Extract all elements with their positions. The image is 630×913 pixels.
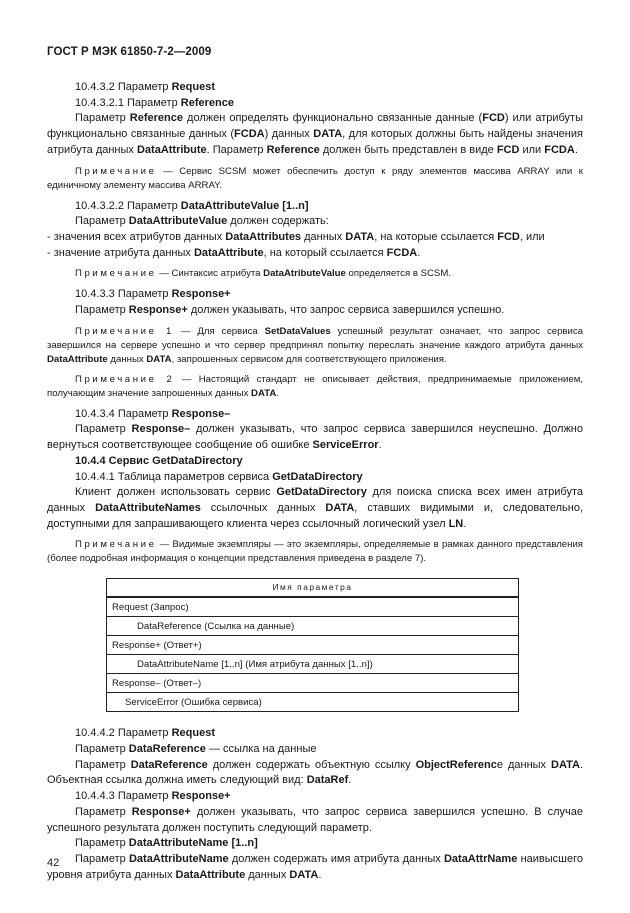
table-cell: Response+ (Ответ+)	[107, 636, 519, 655]
note-syntax: Примечание — Синтаксис атрибута DataAtributeValue определяется в SCSM.	[75, 268, 451, 280]
section-10-4-3-4: 10.4.3.4 Параметр Response–	[75, 407, 231, 420]
table-cell: Response– (Ответ–)	[107, 674, 519, 693]
paragraph-object-reference: Параметр DataReference должен содержать объектную ссылку ObjectReferencе данных DATA. Объектная ссылка должна иметь следующий вид: DataRef.	[47, 758, 584, 787]
paragraph-response-plus-success: Параметр Response+ должен указывать, что запрос сервиса завершился успешно. В случае успешного результата должен поступить следующий параметр.	[47, 805, 583, 834]
page-number: 42	[47, 857, 60, 869]
note-set-data-values: Примечание 1 — Для сервиса SetDataValues успешный результат означает, что запрос сервиса завершился на сервере успешно и что сервер предпринял попытку переслать значение каждого атрибута данных DataAttribute данных DATA, запрошенных сервисом для соответствующего приложения.	[47, 325, 584, 365]
paragraph-data-reference: Параметр DataReference — ссылка на данные	[75, 743, 317, 756]
list-item: - значения всех атрибутов данных DataAttributes данных DATA, на которые ссылается FCD, или	[47, 230, 545, 243]
paragraph-data-attribute-name: Параметр DataAttributeName должен содержать имя атрибута данных DataAttrName наивысшего уровня атрибута данных DataAttribute данных DATA.	[47, 852, 583, 881]
paragraph-reference: Параметр Reference должен определять функционально связанные данные (FCD) или атрибуты функционально связанные данных (FCDA) данных DATA, для которых должны быть найдены значения атрибута данных DataAttribute. Параметр Reference должен быть представлен в виде FCD или FCDA.	[47, 112, 583, 156]
table-row	[107, 617, 519, 636]
paragraph-response-plus: Параметр Response+ должен указывать, что запрос сервиса завершился успешно.	[75, 304, 505, 317]
section-10-4-4-2: 10.4.4.2 Параметр Request	[75, 727, 216, 740]
paragraph-response-minus: Параметр Response– должен указывать, что запрос сервиса завершился неуспешно. Должно вернуться соответствующее сообщение об ошибке ServiceError.	[47, 423, 584, 452]
table-cell: Request (Запрос)	[107, 597, 519, 617]
table-row	[107, 655, 519, 674]
paragraph-data-attribute-value: Параметр DataAttributeValue должен содержать:	[75, 215, 329, 228]
note-visible-instances: Примечание — Видимые экземпляры — это экземпляры, определяемые в рамках данного представления (более подробная информация о концепции представления приведена в разделе 7).	[47, 539, 583, 565]
table-cell: DataReference (Ссылка на данные)	[107, 617, 519, 636]
section-10-4-4: 10.4.4 Сервис GetDataDirectory	[75, 454, 243, 467]
section-10-4-3-2-1: 10.4.3.2.1 Параметр Reference	[75, 96, 234, 109]
section-10-4-4-1: 10.4.4.1 Таблица параметров сервиса GetDataDirectory	[75, 470, 363, 483]
note-array: Примечание — Сервис SCSM может обеспечить доступ к ряду элементов массива ARRAY или к единичному элементу массива ARRAY.	[47, 165, 583, 191]
table-row	[107, 597, 519, 617]
table-cell: DataAttributeName [1..n] (Имя атрибута данных [1..n])	[107, 655, 519, 674]
section-10-4-3-2: 10.4.3.2 Параметр Request	[75, 81, 216, 93]
table-header-cell: Имя параметра	[107, 579, 519, 598]
section-10-4-3-3: 10.4.3.3 Параметр Response+	[75, 288, 231, 301]
document-header: ГОСТ Р МЭК 61850-7-2—2009	[47, 46, 212, 58]
table-row	[107, 693, 519, 712]
table-row	[107, 674, 519, 693]
paragraph-get-data-directory: Клиент должен использовать сервис GetDataDirectory для поиска списка всех имен атрибута данных DataAttributeNames ссылочных данных DATA, ставших видимыми и, следовательно, доступными для запрашивающего клиента через ссылочный логический узел LN.	[47, 486, 584, 530]
list-item: - значение атрибута данных DataAttribute, на который ссылается FCDA.	[47, 246, 421, 259]
page-content	[47, 80, 583, 883]
table-row	[107, 636, 519, 655]
note-application-actions: Примечание 2 — Настоящий стандарт не описывает действия, предпринимаемые приложением, получающим значение запрошенных данных DATA.	[47, 373, 583, 399]
section-10-4-3-2-2: 10.4.3.2.2 Параметр DataAttributeValue [1..n]	[75, 199, 309, 212]
table-header-row	[107, 579, 519, 598]
section-10-4-4-3: 10.4.4.3 Параметр Response+	[75, 790, 231, 803]
parameters-table	[106, 578, 519, 712]
parameter-data-attribute-name: Параметр DataAttributeName [1..n]	[75, 837, 258, 850]
table-cell: ServiceError (Ошибка сервиса)	[107, 693, 519, 712]
